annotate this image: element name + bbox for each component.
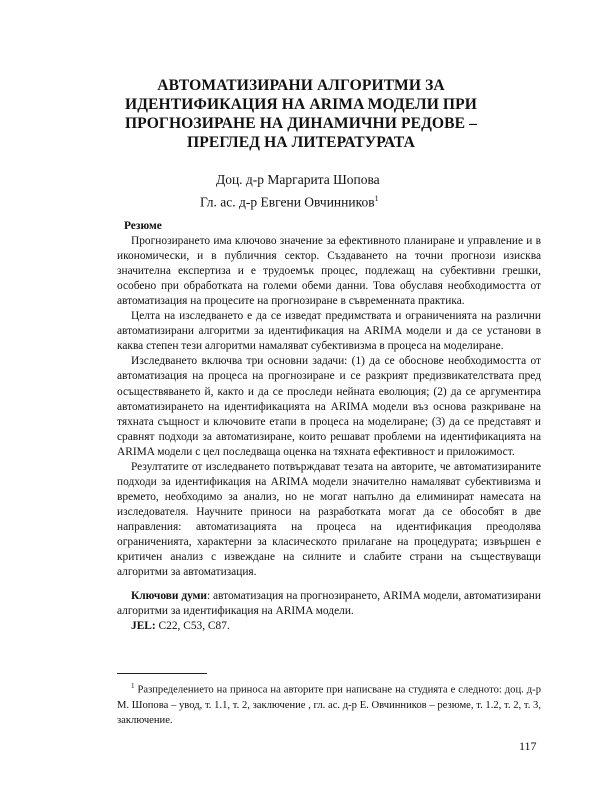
- authors-block: [200, 170, 500, 212]
- abstract-paragraph-4: Резултатите от изследването потвърждават тезата на авторите, че автоматизираните подходи за идентификация на ARIMA модели значително намаляват субективизма и времето, необходимо за анализ, но не могат напълно да елиминират намесата на изследователя. Научните приноси на разработката могат да се обособят в две направления: автоматизацията на процеса на идентификация преодолява ограниченията, характерни за класическото прилагане на процедурата; извършен е критичен анализ с извеждане на силните и слабите страни на съществуващи алгоритми за автоматизация.: [117, 460, 541, 579]
- keywords-line: [117, 589, 541, 619]
- abstract-heading: Резюме: [124, 220, 162, 232]
- jel-line: [117, 619, 541, 634]
- footnote-paragraph: [117, 679, 541, 728]
- abstract-paragraph-1: Прогнозирането има ключово значение за ефективното планиране и управление и в икономически, и в публичния сектор. Създаването на точни прогнози изисква значителна експертиза и е трудоемък процес, подлежащ на субективни грешки, особено при обработката на големи обеми данни. Това обуславя необходимостта от автоматизация на процесите на прогнозиране в съвременната практика.: [117, 235, 541, 308]
- footnote-mark: 1: [131, 682, 135, 690]
- author-2-name: Гл. ас. д-р Евгени Овчинников: [200, 194, 375, 210]
- abstract-paragraph-2: Целта на изследването е да се изведат предимствата и ограниченията на различни автоматизирани алгоритми за идентификация на ARIMA модели и да се установи в каква степен тези алгоритми намаляват субективизма в процеса на моделиране.: [117, 310, 541, 353]
- author-footnote-mark: 1: [374, 194, 379, 203]
- abstract-section: [117, 219, 541, 634]
- author-1: Доц. д-р Маргарита Шопова: [216, 172, 380, 187]
- keywords-text: : автоматизация на прогнозирането, ARIMA модели, автоматизирани алгоритми за идентификация на ARIMA модели.: [117, 590, 542, 618]
- footnote: [117, 679, 541, 728]
- keywords-label: Ключови думи: [131, 590, 207, 603]
- footnote-text: Разпределението на приноса на авторите при написване на студията е следното: доц. д-р М. Шопова – увод, т. 1.1, т. 2, заключение , гл. ас. д-р Е. Овчинников – резюме, т. 1.2, т. 2, т. 3, заключение.: [117, 684, 541, 726]
- jel-codes: C22, C53, C87.: [155, 620, 230, 633]
- paper-title: АВТОМАТИЗИРАНИ АЛГОРИТМИ ЗА ИДЕНТИФИКАЦИЯ НА ARIMA МОДЕЛИ ПРИ ПРОГНОЗИРАНЕ НА ДИНАМИЧНИ РЕДОВЕ – ПРЕГЛЕД НА ЛИТЕРАТУРАТА: [124, 77, 478, 151]
- jel-label: JEL:: [131, 620, 156, 633]
- author-2: [200, 189, 500, 212]
- page-number: 117: [519, 739, 537, 753]
- footnote-divider: [117, 673, 207, 674]
- abstract-paragraph-3: Изследването включва три основни задачи: (1) да се обоснове необходимостта от автоматизация на процеса на прогнозиране и се разкрият предизвикателствата пред осъществяването й, както и да се проследи нейната еволюция; (2) да се аргументира автоматизирането на идентификацията на ARIMA модели въз основа разкриване на тяхната същност и ключовите етапи в процеса на моделиране; (3) да се представят и сравнят подходи за автоматизиране, които решават проблеми на идентификацията на ARIMA модели с цел последваща оценка на тяхната ефективност и приложимост.: [117, 355, 541, 458]
